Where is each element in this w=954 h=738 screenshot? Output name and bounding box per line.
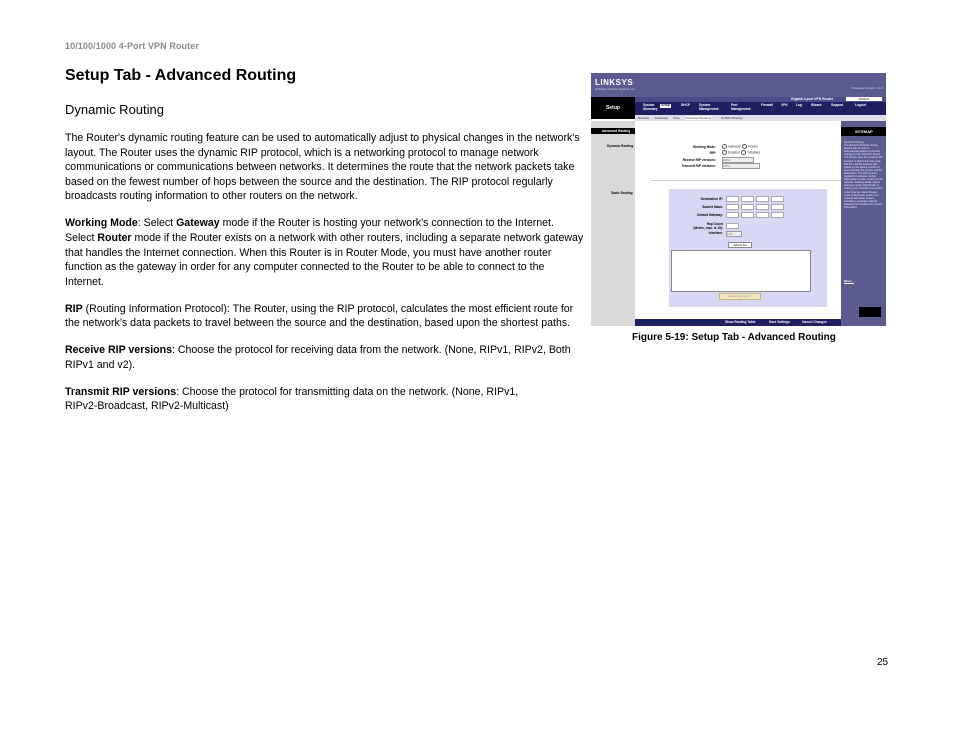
router-screenshot-figure: [591, 73, 886, 326]
figure-top-banner: [591, 73, 886, 97]
default-gateway-octet-3[interactable]: [756, 212, 769, 218]
tab-logout[interactable]: Logout: [855, 103, 866, 107]
router-radio[interactable]: [742, 144, 747, 149]
tab-system-management[interactable]: System Management: [699, 103, 719, 111]
gateway-radio[interactable]: [722, 144, 727, 149]
subtab-password[interactable]: Password: [655, 116, 669, 120]
help-heading: Dynamic Routing:: [844, 141, 865, 144]
rip-label: RIP:: [709, 151, 716, 155]
paragraph-receive-rip: [65, 343, 585, 372]
text-span: RIPv2-Broadcast, RIPv2-Multicast): [65, 400, 229, 413]
route-list[interactable]: [671, 250, 811, 292]
cancel-changes-button[interactable]: Cancel Changes: [802, 320, 827, 324]
subtab-advanced-routing[interactable]: Advanced Routing: [686, 116, 711, 120]
show-routing-table-button[interactable]: Show Routing Table: [725, 320, 756, 324]
subtab-ip-mac-binding[interactable]: IP-MAC Binding: [721, 116, 743, 120]
destination-ip-octet-2[interactable]: [741, 196, 754, 202]
subnet-mask-octet-2[interactable]: [741, 204, 754, 210]
subtab-time[interactable]: Time: [673, 116, 680, 120]
section-label: Setup: [591, 97, 635, 119]
term-receive-rip: Receive RIP versions: [65, 344, 172, 357]
linksys-logo: LINKSYS: [595, 78, 634, 87]
enabled-option-label: Enabled: [728, 150, 740, 155]
interface-select[interactable]: LAN: [726, 231, 742, 237]
working-mode-label: Working Mode:: [693, 145, 716, 149]
text-span: : Choose the protocol for receiving data from the network. (None, RIPv1, RIPv2, Both RIPv1 and v2).: [65, 344, 571, 371]
default-gateway-label: Default Gateway:: [697, 213, 723, 217]
page-number: 25: [877, 657, 889, 668]
destination-ip-octet-4[interactable]: [771, 196, 784, 202]
tab-port-management[interactable]: Port Management: [731, 103, 751, 111]
destination-ip-octet-3[interactable]: [756, 196, 769, 202]
transmit-rip-select[interactable]: RIPv1: [722, 163, 760, 169]
static-routing-label: Static Routing: [611, 191, 633, 195]
tab-firewall[interactable]: Firewall: [761, 103, 773, 107]
text-span: mode if the Router is hosting your network’s connection to the Internet. Select: [65, 217, 554, 244]
destination-ip-label: Destination IP:: [700, 197, 723, 201]
figure-caption: Figure 5-19: Setup Tab - Advanced Routing: [632, 332, 836, 343]
left-selected-section: Advanced Routing: [591, 128, 635, 134]
term-rip: RIP: [65, 302, 83, 315]
tab-support[interactable]: Support: [831, 103, 844, 107]
router-option-label: Router: [748, 144, 758, 149]
add-to-list-button[interactable]: Add to list: [728, 242, 752, 248]
paragraph-intro: The Router's dynamic routing feature can be used to automatically adjust to physical changes in the network's layout. The Router uses the dynamic RIP protocol, which is a networking protocol to manage network communications or communications between networks. It determines the route that the network packets take based on the fewest number of hops between the source and the destination. The RIP protocol regularly broadcasts routing information to other routers on the network.: [65, 132, 580, 203]
hop-count-label: Hop Count: [706, 222, 723, 226]
rip-disabled-radio[interactable]: [741, 150, 746, 155]
text-span: : Choose the protocol for transmitting data on the network. (None, RIPv1,: [176, 385, 519, 398]
subnet-mask-octet-4[interactable]: [771, 204, 784, 210]
paragraph-rip: [65, 302, 585, 331]
subtab-network[interactable]: Network: [638, 116, 650, 120]
save-settings-button[interactable]: Save Settings: [769, 320, 790, 324]
hop-count-sublabel: (Metric, max. is 15):: [693, 226, 723, 230]
logo-subtitle: A Division of Cisco Systems, Inc.: [595, 87, 636, 91]
section-heading: Dynamic Routing: [65, 102, 164, 117]
text-span: mode if the Router exists on a network with other routers, including a separate network gateway that handles the Internet connection. When this Router is in Router Mode, you must have another router function as the gateway in order for any computer connected to the Router to be able to connect to the Internet.: [65, 231, 584, 288]
paragraph-transmit-rip: [65, 385, 585, 414]
interface-label: Interface:: [708, 231, 723, 235]
gateway-option-label: Gateway: [728, 144, 741, 149]
tab-setup[interactable]: Setup: [661, 103, 670, 107]
body-text: [65, 131, 585, 426]
rip-options: [722, 150, 760, 155]
help-more-link[interactable]: More...: [844, 279, 854, 283]
left-column: [591, 121, 635, 326]
tab-vpn[interactable]: VPN: [781, 103, 788, 107]
subnet-mask-label: Subnet Mask:: [702, 205, 723, 209]
running-header: 10/100/1000 4-Port VPN Router: [65, 41, 199, 51]
subnet-mask-octet-1[interactable]: [726, 204, 739, 210]
default-gateway-octet-2[interactable]: [741, 212, 754, 218]
help-body: The Router's dynamic routing feature can be used to automatically adjust to physical changes in the network's layout. The Router uses the dynamic RIP protocol. It determines the route that the network packets take based on the fewest number of hops between the source and the destination. The RIP protocol regularly broadcasts routing information to other routers on the network. Working Mode: Select Gateway mode if the Router is hosting your network's connection to the Internet. Select Router mode if the Router exists on a network with other routers, including a separate network gateway that handles the Internet connection.: [844, 144, 884, 209]
default-gateway-octet-4[interactable]: [771, 212, 784, 218]
text-span: : Select: [137, 217, 177, 230]
receive-rip-label: Receive RIP versions:: [682, 158, 716, 162]
rip-enabled-radio[interactable]: [722, 150, 727, 155]
transmit-rip-label: Transmit RIP versions:: [681, 164, 716, 168]
term-transmit-rip: Transmit RIP versions: [65, 385, 177, 398]
disabled-option-label: Disabled: [747, 150, 760, 155]
tab-log[interactable]: Log: [796, 103, 802, 107]
default-gateway-octet-1[interactable]: [726, 212, 739, 218]
paragraph-working-mode: [65, 216, 585, 289]
receive-rip-select[interactable]: RIPv1: [722, 157, 754, 163]
section-divider: [651, 180, 841, 181]
term-router: Router: [97, 231, 132, 244]
text-span: (Routing Information Protocol): The Router, using the RIP protocol, calculates the most efficient route for the network’s data packets to travel between the source and the destination, based upon the shortest paths.: [65, 302, 574, 330]
model-number: RV0041: [846, 97, 882, 101]
delete-selected-button[interactable]: Delete selected IP: [719, 293, 761, 300]
destination-ip-octet-1[interactable]: [726, 196, 739, 202]
term-gateway: Gateway: [176, 217, 220, 230]
help-text: [844, 141, 884, 209]
tab-dhcp[interactable]: DHCP: [681, 103, 691, 107]
hop-count-input[interactable]: [726, 223, 739, 229]
cisco-systems-logo: [859, 307, 881, 317]
tab-system-summary[interactable]: System Summary: [643, 103, 658, 111]
dynamic-routing-label: Dynamic Routing: [607, 144, 634, 148]
page-title: Setup Tab - Advanced Routing: [65, 67, 297, 84]
sitemap-link[interactable]: SITEMAP: [855, 129, 873, 134]
tab-wizard[interactable]: Wizard: [811, 103, 822, 107]
working-mode-options: [722, 144, 758, 149]
term-working-mode: Working Mode: [65, 217, 138, 230]
product-name: Gigabit 4-port VPN Router: [791, 97, 834, 101]
subnet-mask-octet-3[interactable]: [756, 204, 769, 210]
firmware-version: Firmware Version: 1.1.0: [851, 86, 883, 90]
